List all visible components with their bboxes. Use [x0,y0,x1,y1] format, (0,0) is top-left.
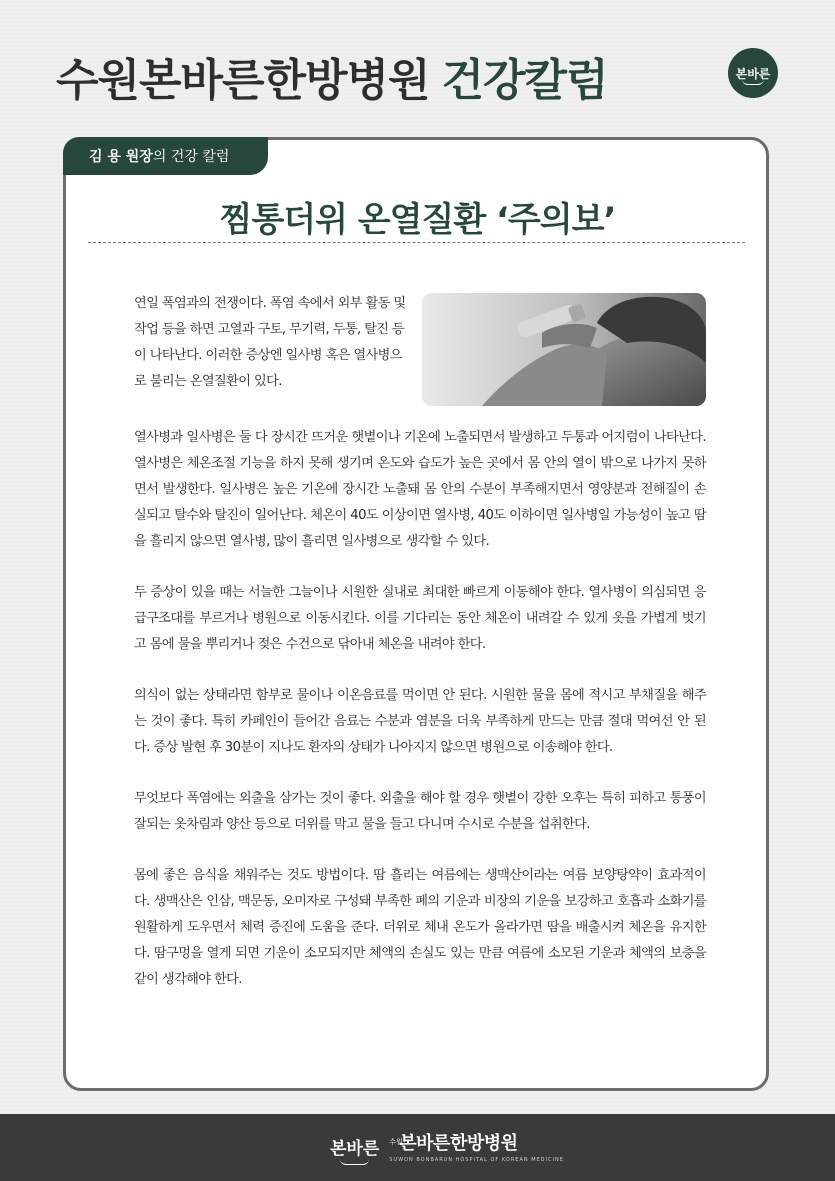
body-paragraph: 의식이 없는 상태라면 함부로 물이나 이온음료를 먹이면 안 된다. 시원한 물을 몸에 적시고 부채질을 해주는 것이 좋다. 특히 카페인이 들어간 음료는 수분과 염분을 더욱 부족하게 만드는 만큼 절대 먹여선 안 된다. 증상 발현 후 30분이 지나도 환자의 상태가 나아지지 않으면 병원으로 이송해야 한다. [134,688,706,755]
footer-logo-mark: 본바른 [330,1134,379,1159]
column-author-tab [63,137,268,175]
hospital-title: 수원본바른한방병원 [56,55,430,106]
article-body [134,425,706,1018]
author-name: 김 용 원장 [89,149,153,165]
logo-text: 본바른 [735,66,771,81]
body-paragraph: 두 증상이 있을 때는 서늘한 그늘이나 시원한 실내로 최대한 빠르게 이동해야 한다. 열사병이 의심되면 응급구조대를 부르거나 병원으로 이동시킨다. 이를 기다리는 동안 체온이 내려갈 수 있게 옷을 가볍게 벗기고 몸에 물을 뿌리거나 젖은 수건으로 닦아내 체온을 내려야 한다. [134,585,706,652]
footer-hospital-name [389,1129,564,1163]
footer-english-name: SUWON BONBARUN HOSPITAL OF KOREAN MEDICINE [389,1157,564,1163]
footer-region-label: 수원 [389,1137,403,1146]
body-paragraph: 몸에 좋은 음식을 채워주는 것도 방법이다. 땀 흘리는 여름에는 생맥산이라는 여름 보양탕약이 효과적이다. 생맥산은 인삼, 맥문동, 오미자로 구성돼 부족한 폐의 기운과 비장의 기운을 보강하고 호흡과 소화기를 원활하게 도우면서 체력 증진에 도움을 준다. 더위로 체내 온도가 올라가면 땀을 배출시켜 체온을 유지한다. 땀구멍을 열게 되면 기운이 소모되지만 체액의 손실도 있는 만큼 여름에 소모된 기운과 체액의 보충을 같이 생각해야 한다. [134,868,706,987]
footer-logo [330,1126,564,1166]
hospital-logo-badge [728,48,778,98]
intro-paragraph: 연일 폭염과의 전쟁이다. 폭염 속에서 외부 활동 및 작업 등을 하면 고열과 구토, 무기력, 두통, 탈진 등이 나타난다. 이러한 증상엔 일사병 혹은 열사병으로 불리는 온열질환이 있다. [134,296,406,389]
person-drinking-water-image [422,293,706,406]
article-photo [422,293,706,406]
footer-hospital-title: 본바른한방병원 [399,1133,518,1154]
body-paragraph: 무엇보다 폭염에는 외출을 삼가는 것이 좋다. 외출을 해야 할 경우 햇볕이 강한 오후는 특히 피하고 통풍이 잘되는 옷차림과 양산 등으로 더위를 막고 물을 들고 다니며 수시로 수분을 섭취한다. [134,791,706,832]
column-title: 건강칼럼 [441,55,608,106]
dashed-divider [88,242,745,243]
article-title: 찜통더위 온열질환 ‘주의보’ [219,200,616,240]
column-label: 의 건강 칼럼 [152,149,230,165]
page-title [56,44,608,108]
body-paragraph: 열사병과 일사병은 둘 다 장시간 뜨거운 햇볕이나 기온에 노출되면서 발생하고 두통과 어지럼이 나타난다. 열사병은 체온조절 기능을 하지 못해 생기며 온도와 습도가 높은 곳에서 몸 안의 열이 밖으로 나가지 못하면서 발생한다. 일사병은 높은 기온에 장시간 노출돼 몸 안의 수분이 부족해지면서 영양분과 전해질이 손실되고 탈수와 탈진이 일어난다. 체온이 40도 이상이면 열사병, 40도 이하이면 일사병일 가능성이 높고 땀을 흘리지 않으면 열사병, 많이 흘리면 일사병으로 생각할 수 있다. [134,430,706,549]
